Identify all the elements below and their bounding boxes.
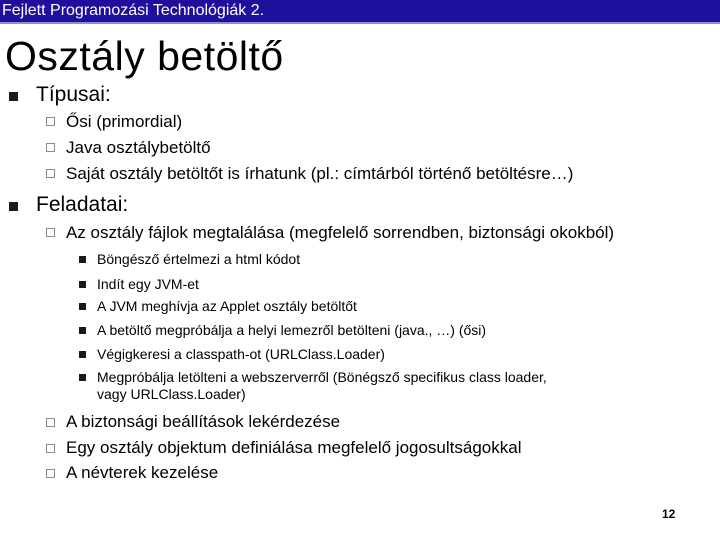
hollow-square-bullet-icon <box>46 469 55 478</box>
header-title: Fejlett Programozási Technológiák 2. <box>2 2 265 19</box>
square-bullet-icon <box>79 327 86 334</box>
hollow-square-bullet-icon <box>46 418 55 427</box>
page-number: 12 <box>662 507 676 521</box>
hollow-square-bullet-icon <box>46 444 55 453</box>
square-bullet-icon <box>9 202 18 211</box>
feladatai-label: Feladatai: <box>36 193 129 216</box>
feladatai-sub-item: A betöltő megpróbálja a helyi lemezről betölteni (java., …) (ősi) <box>97 322 487 338</box>
feladatai-item: Az osztály fájlok megtalálása (megfelelő sorrendben, biztonsági okokból) <box>66 223 615 242</box>
tipusai-item: Ősi (primordial) <box>66 112 183 131</box>
header-divider <box>0 22 720 24</box>
square-bullet-icon <box>79 281 86 288</box>
feladatai-item: Egy osztály objektum definiálása megfelelő jogosultságokkal <box>66 438 522 457</box>
square-bullet-icon <box>79 374 86 381</box>
feladatai-sub-item: Indít egy JVM-et <box>97 276 199 292</box>
feladatai-sub-item: A JVM meghívja az Applet osztály betöltőt <box>97 298 357 314</box>
hollow-square-bullet-icon <box>46 117 55 126</box>
slide-title: Osztály betöltő <box>5 33 284 79</box>
square-bullet-icon <box>79 303 86 310</box>
hollow-square-bullet-icon <box>46 228 55 237</box>
tipusai-item: Saját osztály betöltőt is írhatunk (pl.: címtárból történő betöltésre…) <box>66 164 574 183</box>
hollow-square-bullet-icon <box>46 169 55 178</box>
feladatai-sub-item: Böngésző értelmezi a html kódot <box>97 251 301 267</box>
square-bullet-icon <box>79 351 86 358</box>
tipusai-label: Típusai: <box>36 83 111 106</box>
feladatai-sub-item: Megpróbálja letölteni a webszerverről (Bönégsző specifikus class loader, <box>97 369 547 385</box>
feladatai-sub-item: Végigkeresi a classpath-ot (URLClass.Loader) <box>97 346 385 362</box>
square-bullet-icon <box>79 256 86 263</box>
feladatai-item: A biztonsági beállítások lekérdezése <box>66 412 341 431</box>
feladatai-item: A névterek kezelése <box>66 463 219 482</box>
header-bar <box>0 0 720 22</box>
tipusai-item: Java osztálybetöltő <box>66 138 211 157</box>
feladatai-sub-item-continuation: vagy URLClass.Loader) <box>97 386 246 402</box>
hollow-square-bullet-icon <box>46 143 55 152</box>
square-bullet-icon <box>9 92 18 101</box>
